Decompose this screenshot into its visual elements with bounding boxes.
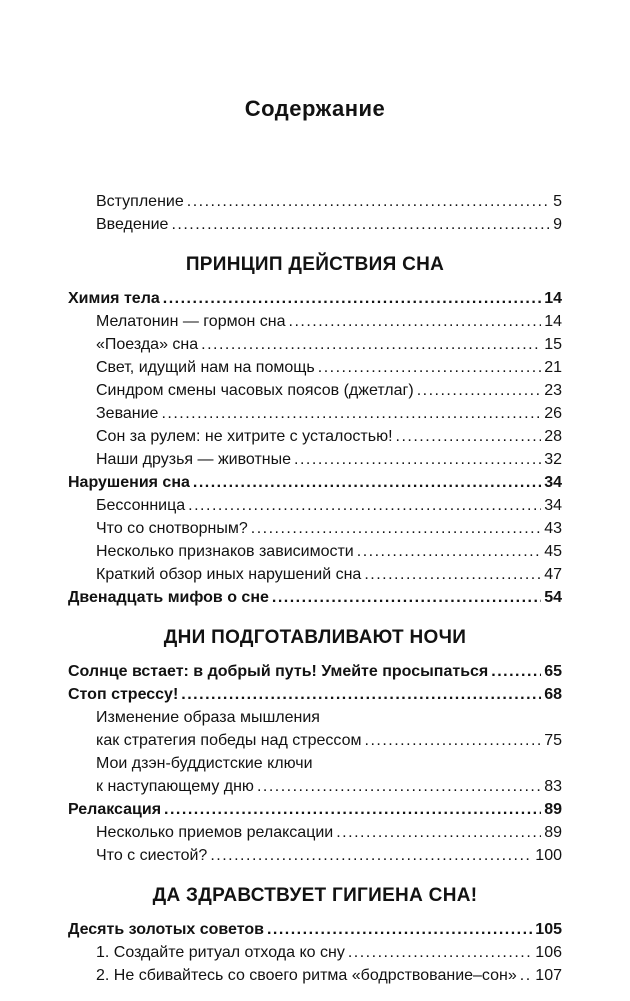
toc-entry — [68, 402, 562, 425]
page-number: 105 — [535, 921, 562, 938]
leader-dots — [272, 586, 541, 609]
leader-dots — [164, 798, 541, 821]
toc-entry — [68, 683, 562, 706]
page-number: 68 — [544, 686, 562, 703]
leader-dots — [364, 563, 541, 586]
toc-entry — [68, 190, 562, 213]
page-number: 34 — [544, 474, 562, 491]
toc-entry — [68, 775, 562, 798]
toc-entry — [68, 941, 562, 964]
toc-entry-label: Наши друзья — животные — [96, 451, 292, 468]
leader-dots — [210, 844, 532, 867]
toc-entry — [68, 798, 562, 821]
leader-dots — [193, 471, 541, 494]
toc-entry-label: Нарушения сна — [68, 474, 190, 491]
toc-entry — [68, 586, 562, 609]
page-number: 9 — [553, 216, 562, 233]
toc-entry-label: Что с сиестой? — [96, 847, 208, 864]
toc-entry-label: Мелатонин — гормон сна — [96, 313, 286, 330]
toc-entry — [68, 844, 562, 867]
page-number: 107 — [535, 967, 562, 984]
toc-entry-label: Синдром смены часовых поясов (джетлаг) — [96, 382, 414, 399]
toc-entry — [68, 287, 562, 310]
toc-entry — [68, 660, 562, 683]
toc-entry — [68, 471, 562, 494]
page-number: 28 — [544, 428, 562, 445]
toc-entry — [68, 729, 562, 752]
leader-dots — [181, 683, 541, 706]
toc-entry-label: Вступление — [96, 193, 184, 210]
page-number: 32 — [544, 451, 562, 468]
leader-dots — [318, 356, 541, 379]
toc-entry-continued-label: Мои дзэн-буддистские ключи — [96, 755, 313, 772]
leader-dots — [171, 213, 550, 236]
toc-entry-label: Введение — [96, 216, 169, 233]
toc-entry-label: Свет, идущий нам на помощь — [96, 359, 315, 376]
leader-dots — [161, 402, 541, 425]
page-number: 106 — [535, 944, 562, 961]
section-heading: ДНИ ПОДГОТАВЛИВАЮТ НОЧИ — [163, 627, 467, 648]
toc-entry-label: Химия тела — [68, 290, 160, 307]
section-heading: ПРИНЦИП ДЕЙСТВИЯ СНА — [185, 254, 445, 275]
toc-entry — [68, 563, 562, 586]
page-number: 47 — [544, 566, 562, 583]
leader-dots — [336, 821, 541, 844]
page-number: 14 — [544, 290, 562, 307]
leader-dots — [289, 310, 542, 333]
toc-entry — [68, 517, 562, 540]
toc-entry-label: Несколько признаков зависимости — [96, 543, 354, 560]
toc-entry-label: Стоп стрессу! — [68, 686, 179, 703]
page-title: Содержание — [244, 96, 386, 121]
leader-dots — [348, 941, 532, 964]
page-number: 43 — [544, 520, 562, 537]
page-number: 89 — [544, 824, 562, 841]
toc-entry — [68, 213, 562, 236]
page-number: 26 — [544, 405, 562, 422]
page-number: 54 — [544, 589, 562, 606]
toc-entry — [68, 379, 562, 402]
page-number: 89 — [544, 801, 562, 818]
leader-dots — [396, 425, 542, 448]
toc-entry — [68, 310, 562, 333]
toc-entry-label: Зевание — [96, 405, 159, 422]
toc-entry-label: «Поезда» сна — [96, 336, 199, 353]
toc-list — [68, 190, 562, 987]
toc-entry — [68, 356, 562, 379]
page-number: 65 — [544, 663, 562, 680]
toc-entry — [68, 494, 562, 517]
toc-entry — [68, 425, 562, 448]
toc-entry-label: Что со снотворным? — [96, 520, 248, 537]
page-number: 34 — [544, 497, 562, 514]
toc-entry-label: к наступающему дню — [96, 778, 254, 795]
toc-entry-label: Десять золотых советов — [68, 921, 264, 938]
leader-dots — [365, 729, 542, 752]
toc-entry-label: Краткий обзор иных нарушений сна — [96, 566, 362, 583]
toc-entry-label: 2. Не сбивайтесь со своего ритма «бодрствование–сон» — [96, 967, 517, 984]
toc-entry — [68, 333, 562, 356]
leader-dots — [188, 494, 541, 517]
leader-dots — [267, 918, 532, 941]
toc-entry — [68, 448, 562, 471]
toc-entry — [68, 918, 562, 941]
toc-entry — [68, 821, 562, 844]
leader-dots — [294, 448, 541, 471]
leader-dots — [187, 190, 550, 213]
page-number: 83 — [544, 778, 562, 795]
toc-entry — [68, 540, 562, 563]
leader-dots — [201, 333, 541, 356]
page-number: 21 — [544, 359, 562, 376]
toc-entry-label: как стратегия победы над стрессом — [96, 732, 362, 749]
section-heading: ДА ЗДРАВСТВУЕТ ГИГИЕНА СНА! — [152, 885, 478, 906]
leader-dots — [257, 775, 541, 798]
page-number: 23 — [544, 382, 562, 399]
page-number: 5 — [553, 193, 562, 210]
leader-dots — [163, 287, 541, 310]
toc-entry-label: 1. Создайте ритуал отхода ко сну — [96, 944, 345, 961]
page-number: 45 — [544, 543, 562, 560]
leader-dots — [417, 379, 542, 402]
toc-entry-label: Двенадцать мифов о сне — [68, 589, 269, 606]
leader-dots — [491, 660, 541, 683]
toc-entry-label: Релаксация — [68, 801, 162, 818]
leader-dots — [520, 964, 533, 987]
toc-entry-label: Бессонница — [96, 497, 186, 514]
leader-dots — [357, 540, 541, 563]
page-number: 15 — [544, 336, 562, 353]
toc-entry-continued-label: Изменение образа мышления — [96, 709, 320, 726]
toc-entry-label: Сон за рулем: не хитрите с усталостью! — [96, 428, 393, 445]
toc-entry-label: Солнце встает: в добрый путь! Умейте просыпаться — [68, 663, 489, 680]
page-number: 14 — [544, 313, 562, 330]
page-number: 100 — [535, 847, 562, 864]
toc-entry-label: Несколько приемов релаксации — [96, 824, 334, 841]
toc-entry — [68, 964, 562, 987]
leader-dots — [251, 517, 541, 540]
page-number: 75 — [544, 732, 562, 749]
